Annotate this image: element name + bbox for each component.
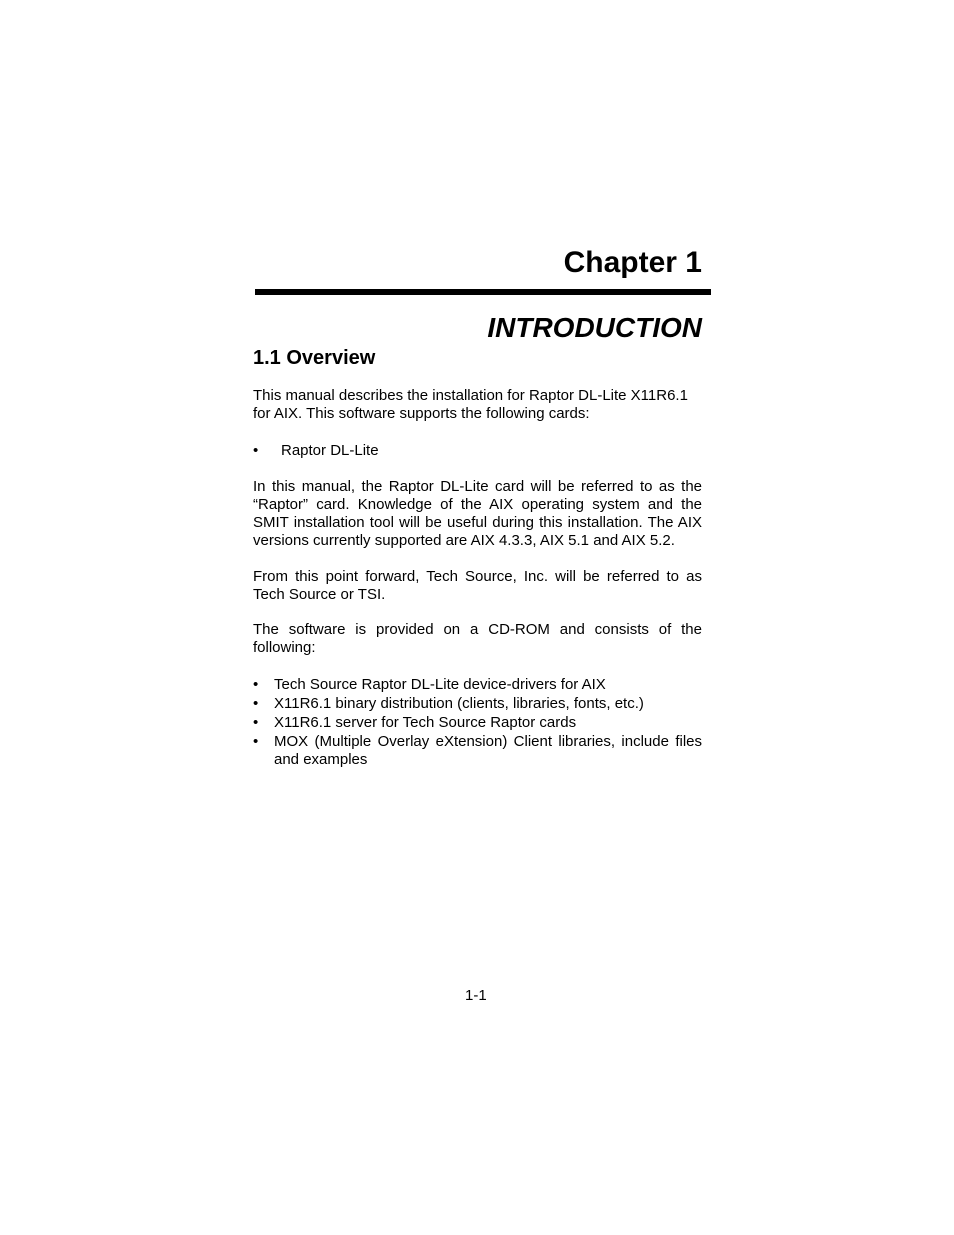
paragraph-software: The software is provided on a CD-ROM and consists of the following:: [253, 621, 702, 656]
list-item-text: X11R6.1 binary distribution (clients, libraries, fonts, etc.): [274, 695, 644, 712]
chapter-subtitle: INTRODUCTION: [487, 312, 702, 343]
paragraph-tsi: From this point forward, Tech Source, Inc. will be referred to as Tech Source or TSI.: [253, 568, 702, 603]
bullet-icon: •: [253, 714, 259, 731]
list-item: [253, 676, 702, 694]
paragraph-raptor: In this manual, the Raptor DL-Lite card will be referred to as the “Raptor” card. Knowledge of the AIX operating system and the SMIT installation tool will be useful during this installation. The AIX versions currently supported are AIX 4.3.3, AIX 5.1 and AIX 5.2.: [253, 478, 702, 549]
software-contents-list: [253, 676, 702, 770]
list-item-text: MOX (Multiple Overlay eXtension) Client libraries, include files and examples: [274, 733, 702, 768]
list-item-text: X11R6.1 server for Tech Source Raptor cards: [274, 714, 577, 731]
chapter-title: Chapter 1: [563, 246, 702, 279]
supported-cards-list: [253, 442, 702, 460]
list-item-text: Tech Source Raptor DL-Lite device-drivers for AIX: [274, 676, 606, 693]
list-item-text: Raptor DL-Lite: [281, 442, 379, 459]
list-item: [253, 442, 702, 460]
list-item: [253, 714, 702, 732]
section-heading: 1.1 Overview: [253, 347, 376, 369]
bullet-icon: •: [253, 695, 259, 712]
list-item: [253, 695, 702, 713]
list-item: [253, 733, 702, 769]
document-page: [253, 0, 702, 1235]
bullet-icon: •: [253, 676, 259, 693]
page-number: 1-1: [465, 987, 487, 1004]
chapter-divider: [255, 289, 711, 295]
bullet-icon: •: [253, 733, 259, 750]
paragraph-intro: This manual describes the installation for Raptor DL-Lite X11R6.1 for AIX. This software supports the following cards:: [253, 387, 688, 422]
bullet-icon: •: [253, 442, 259, 459]
